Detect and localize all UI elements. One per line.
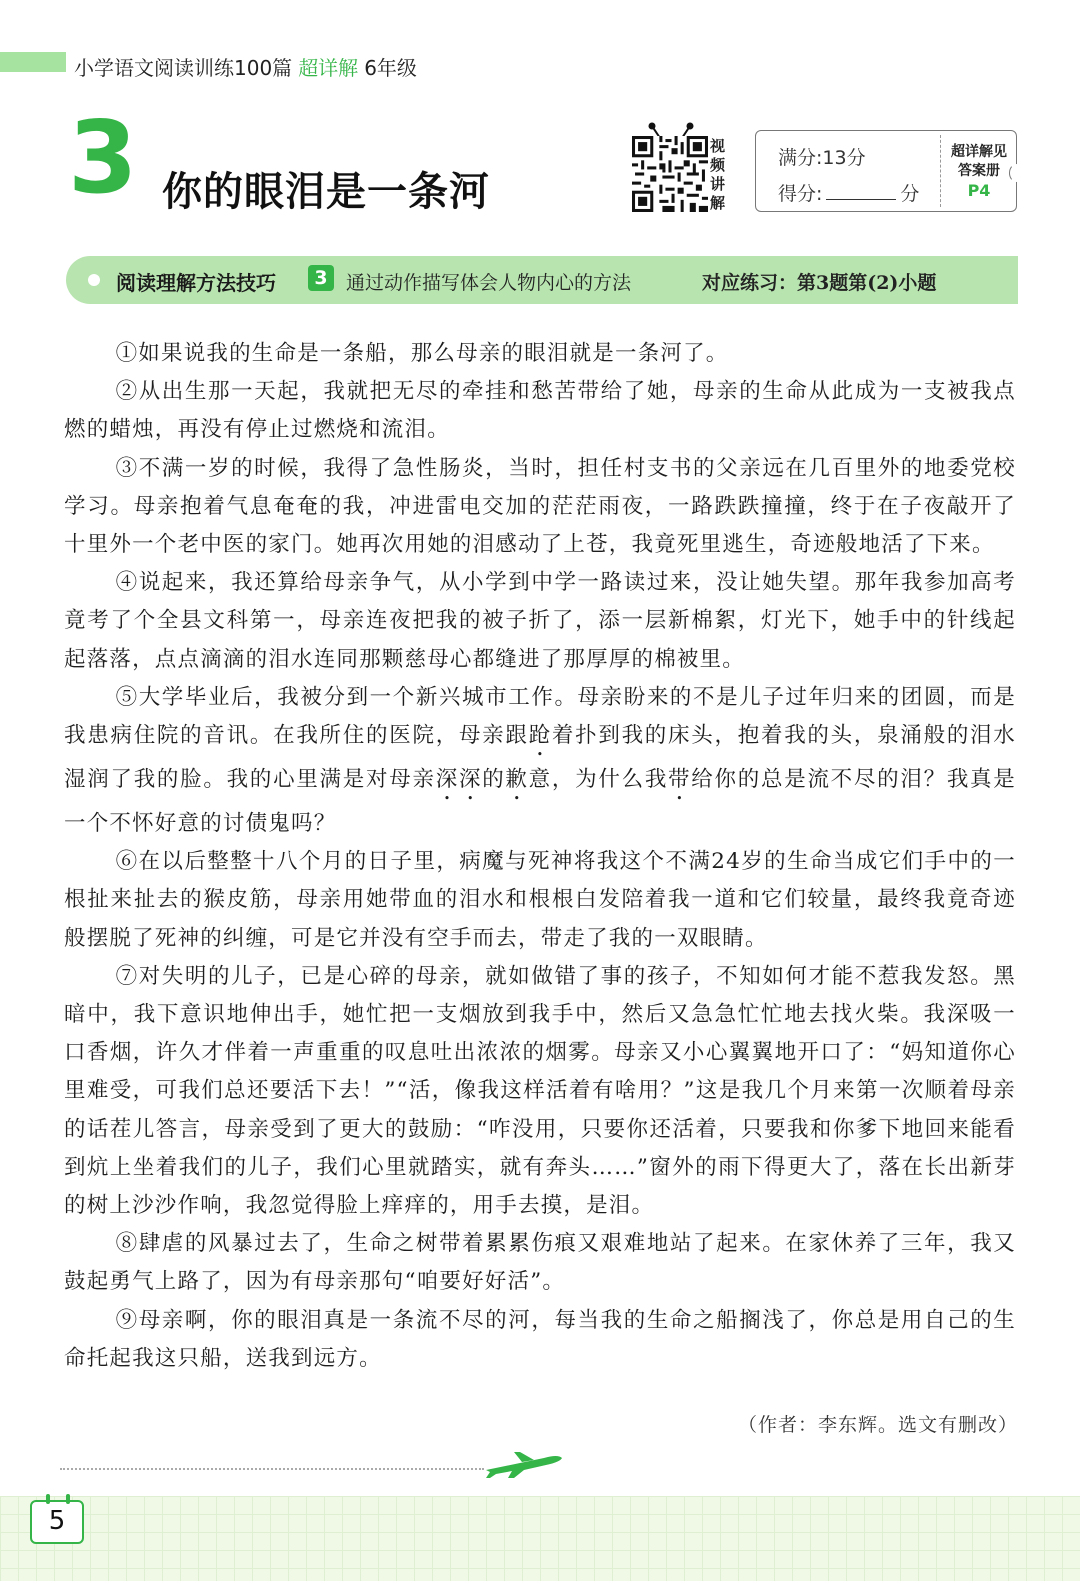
paragraph-5-part-e: 给你的总是流不尽的泪？我真是一个不怀好意的讨债鬼吗？	[64, 767, 1016, 837]
paragraph-9: ⑨母亲啊，你的眼泪真是一条流不尽的河，每当我的生命之船搁浅了，你总是用自己的生命托起我这只船，送我到远方。	[64, 1307, 1016, 1371]
paragraph-1: ①如果说我的生命是一条船，那么母亲的眼泪就是一条河了。	[115, 341, 729, 366]
paragraph-2: ②从出生那一天起，我就把无尽的牵挂和愁苦带给了她，母亲的生命从此成为一支被我点燃的蜡烛，再没有停止过燃烧和流泪。	[64, 379, 1016, 443]
score-divider	[940, 135, 941, 207]
paragraph-7: ⑦对失明的儿子，已是心碎的母亲，就如做错了事的孩子，不知如何才能不惹我发怒。黑暗中，我下意识地伸出手，她忙把一支烟放到我手中，然后又急急忙忙地去找火柴。我深吸一口香烟，许久才伴着一声重重的叹息吐出浓浓的烟雾。母亲又小心翼翼地开口了：“妈知道你心里难受，可我们总还要活下去！”“活，像我这样活着有啥用？”这是我几个月来第一次顺着母亲的话茬儿答言，母亲受到了更大的鼓励：“咋没用，只要你还活着，只要我和你爹下地回来能看到炕上坐着我们的儿子，我们心里就踏实，就有奔头……”窗外的雨下得更大了，落在长出新芽的树上沙沙作响，我忽觉得脸上痒痒的，用手去摸，是泪。	[64, 963, 1016, 1219]
emphasized-char: 歉	[505, 767, 529, 793]
lesson-number: 3	[68, 99, 138, 216]
score-unit: 分	[900, 183, 920, 205]
page-number-badge	[30, 1500, 84, 1544]
paragraph-5-part-a: ⑤大学毕业后，我被分到一个新兴城市工作。母亲盼来的不是儿子过年归来的团圆，而是我患病住院的音讯。在我所住的医院，母亲跟	[64, 684, 1016, 749]
method-banner	[66, 256, 1018, 304]
book-title: 小学语文阅读训练100篇	[74, 56, 293, 80]
score-box-notch	[1009, 164, 1023, 182]
header-accent-bar	[0, 52, 66, 72]
score-field[interactable]	[778, 179, 919, 206]
banner-bullet-icon	[88, 274, 100, 286]
airplane-icon	[484, 1448, 564, 1480]
emphasized-char: 跄	[528, 723, 552, 749]
score-blank[interactable]	[826, 183, 896, 200]
full-score: 满分:13分	[778, 147, 866, 169]
method-description: 通过动作描写体会人物内心的方法	[346, 272, 632, 294]
footer-grid-band	[0, 1496, 1080, 1581]
video-lecture-label: 视频讲解	[710, 137, 726, 212]
lesson-title: 你的眼泪是一条河	[162, 169, 490, 215]
paragraph-5	[64, 679, 1016, 843]
method-banner-label: 阅读理解方法技巧	[116, 271, 276, 295]
paragraph-4: ④说起来，我还算给母亲争气，从小学到中学一路读过来，没让她失望。那年我参加高考竟考了个全县文科第一，母亲连夜把我的被子折了，添一层新棉絮，灯光下，她手中的针线起起落落，点点滴滴的泪水连同那颗慈母心都缝进了那厚厚的棉被里。	[64, 570, 1016, 672]
paragraph-8: ⑧肆虐的风暴过去了，生命之树带着累累伤痕又艰难地站了起来。在家休养了三年，我又鼓起勇气上路了，因为有母亲那句“咱要好好活”。	[64, 1231, 1016, 1295]
paragraph-3: ③不满一岁的时候，我得了急性肠炎，当时，担任村支书的父亲远在几百里外的地委党校学习。母亲抱着气息奄奄的我，冲进雷电交加的茫茫雨夜，一路跌跌撞撞，终于在子夜敲开了十里外一个老中医的家门。她再次用她的泪感动了上苍，我竟死里逃生，奇迹般地活了下来。	[64, 455, 1016, 558]
qr-code-icon[interactable]	[632, 136, 708, 212]
paragraph-5-part-c: 的	[482, 767, 506, 793]
paragraph-6: ⑥在以后整整十八个月的日子里，病魔与死神将我这个不满24岁的生命当成它们手中的一根扯来扯去的猴皮筋，母亲用她带血的泪水和根根白发陪着我一道和它们较量，最终我竟奇迹般摆脱了死神的纠缠，可是它并没有空手而去，带走了我的一双眼睛。	[64, 849, 1016, 951]
emphasized-char: 带	[668, 767, 692, 793]
dotted-divider	[60, 1468, 484, 1470]
edition-tag: 超详解	[298, 56, 359, 80]
author-note: （作者：李东辉。选文有删改）	[737, 1414, 1018, 1436]
method-number-badge: 3	[308, 265, 334, 291]
running-header	[74, 52, 423, 81]
paragraph-5-part-b: 着扑到我的床头，抱着我的头，泉涌般的泪水湿润了我的脸。我的心里满是对母亲	[64, 723, 1016, 793]
calendar-rings-icon	[42, 1494, 74, 1504]
answer-ref-line1: 超详解见	[951, 144, 1007, 160]
paragraph-5-part-d: 意，为什么我	[528, 767, 669, 793]
page-number: 5	[48, 1506, 66, 1536]
answer-reference	[944, 143, 1014, 200]
answer-ref-page: P4	[967, 181, 991, 200]
answer-ref-line2: 答案册	[958, 163, 1000, 179]
practice-reference: 对应练习：第3题第(2)小题	[702, 272, 937, 294]
grade-label: 6年级	[364, 56, 417, 80]
score-box	[755, 130, 1017, 212]
emphasized-word: 深深	[435, 767, 483, 793]
score-label: 得分:	[778, 183, 823, 205]
reading-passage	[64, 335, 1016, 1378]
